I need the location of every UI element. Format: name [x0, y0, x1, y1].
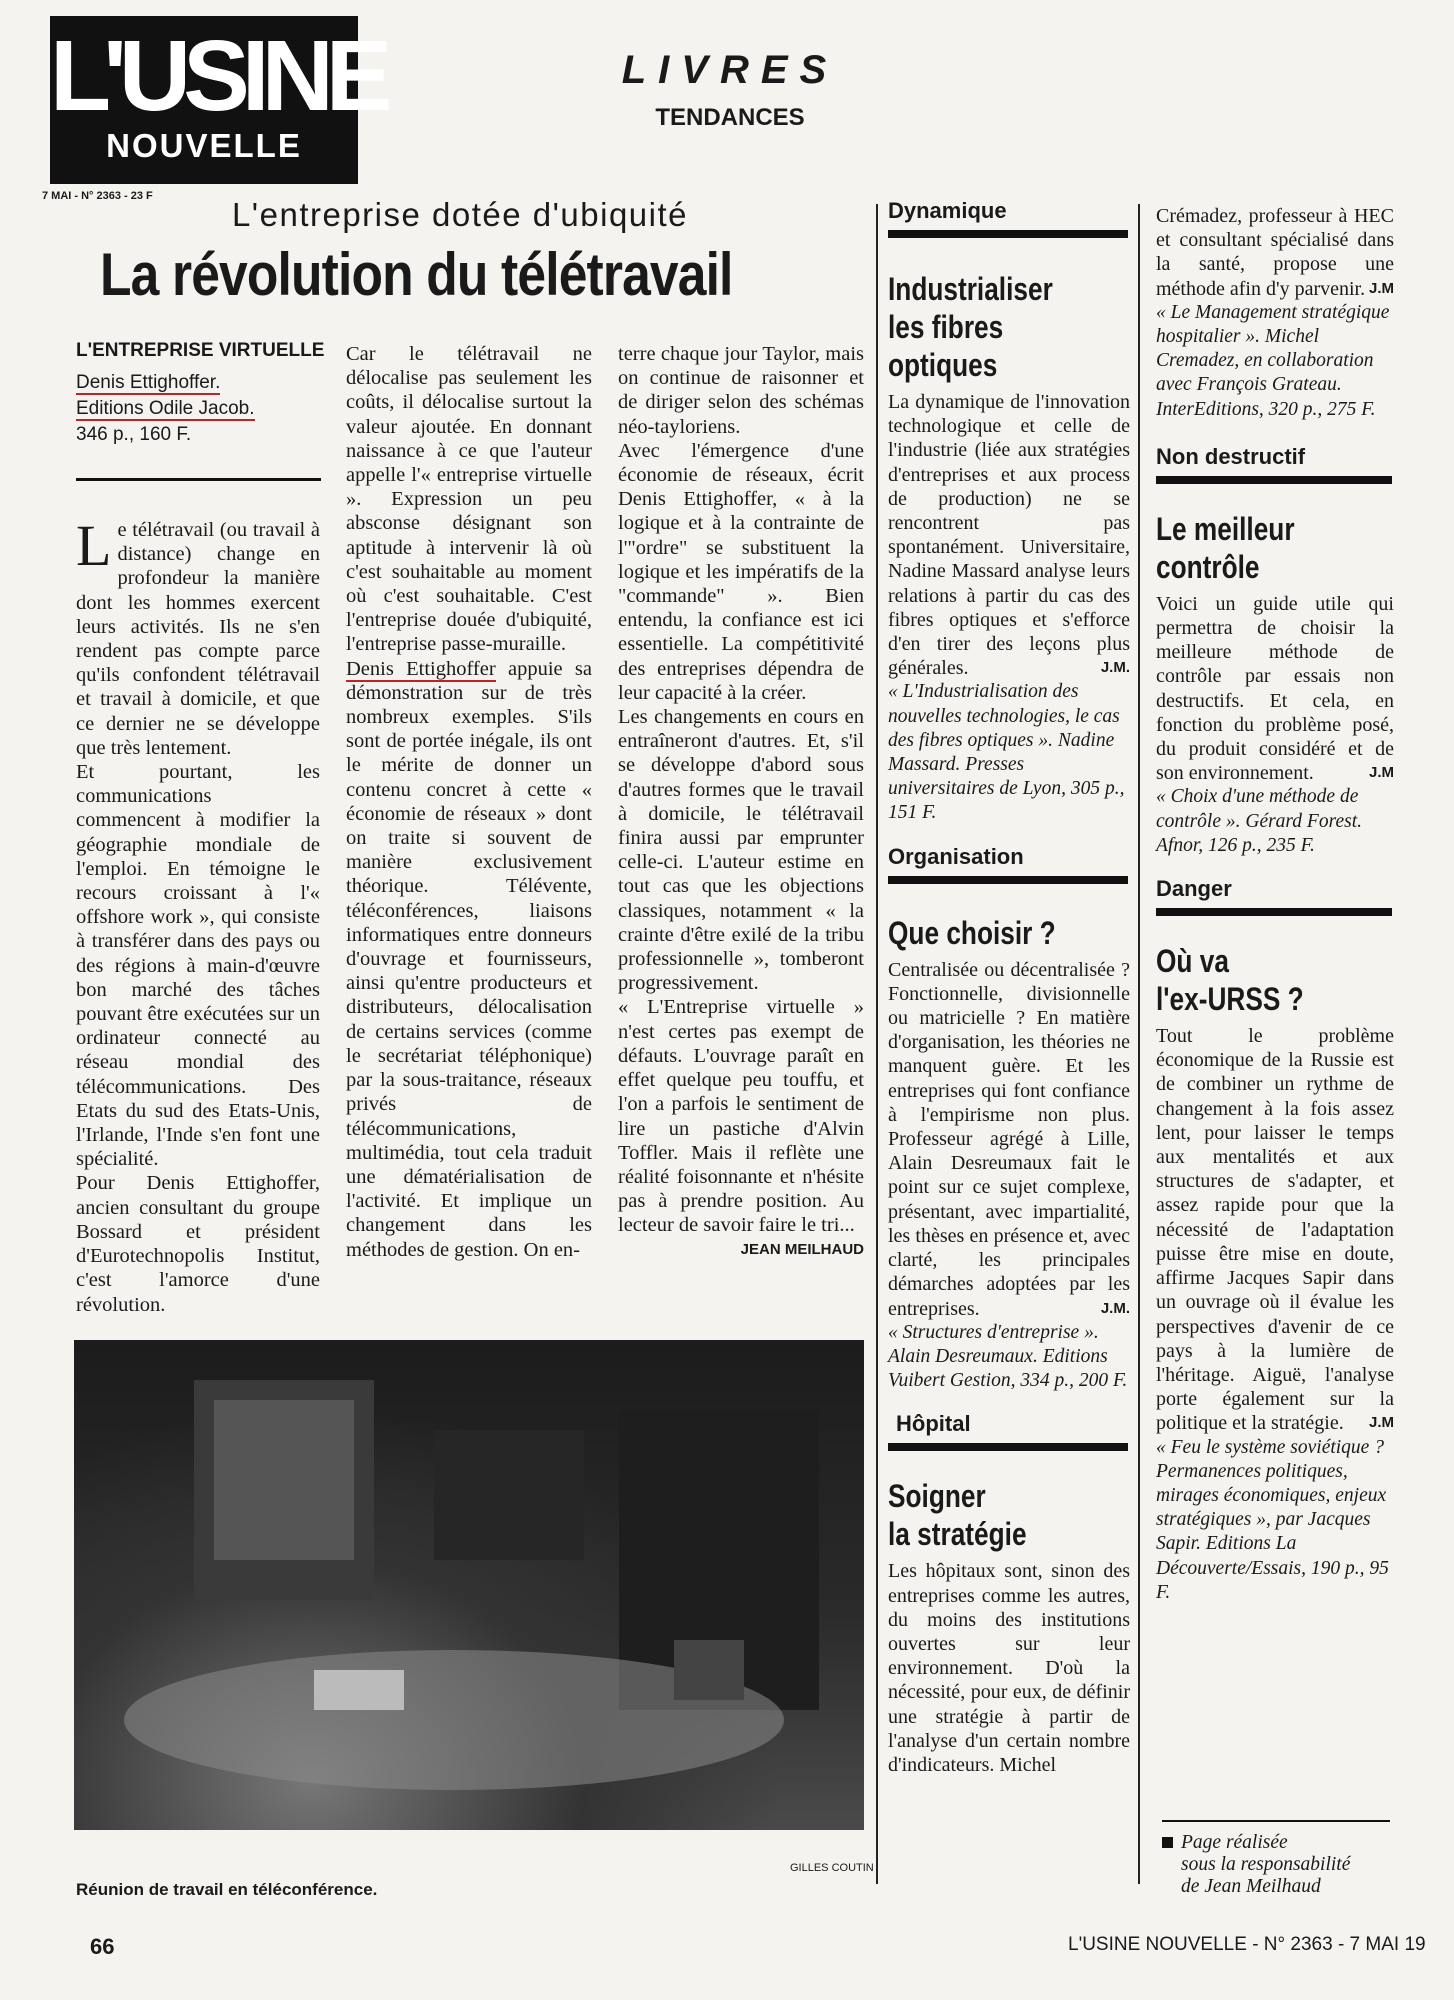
photo-screen [434, 1430, 584, 1560]
photo-caption: Réunion de travail en téléconférence. [76, 1880, 378, 1899]
side-title-line: Que choisir ? [888, 914, 1056, 951]
side-initials: J.M [1368, 279, 1394, 297]
masthead-logo [50, 16, 385, 184]
side-title-line: les fibres [888, 309, 1004, 345]
article-column-2 [346, 342, 592, 1262]
section-label: Dynamique [888, 198, 1007, 223]
note-line: Page réalisée [1181, 1832, 1288, 1853]
article-headline: La révolution du télétravail [100, 241, 733, 308]
sidebar-column-1 [888, 198, 1130, 1777]
col2-paragraph-1: Car le télétravail ne délocalise pas seulement les coûts, il délocalise surtout la valeur ajoutée. En donnant naissance à ce que l'auteur appelle l'« entreprise virtuelle ». Expression un peu absconse désignant son aptitude à intervenir là où c'est souhaitable au moment où c'est souhaitable. C'est l'entreprise douée d'ubiquité, l'entreprise passe-muraille. [346, 343, 592, 656]
page-number: 66 [90, 1934, 115, 1959]
section-label: Organisation [888, 843, 1024, 869]
logo-top-text: L'USINE [50, 20, 385, 132]
section-rule [1156, 908, 1392, 916]
photo-scene [74, 1340, 864, 1830]
col3-paragraph-4: « L'Entreprise virtuelle » n'est certes pas exempt de défauts. L'ouvrage paraît en effet quelque peu touffu, et l'on a parfois le sentiment de lire un pastiche d'Alvin Toffler. Mais il reflète une réalité foisonnante et n'hésite pas à prendre position. Au lecteur de savoir faire le tri... [618, 996, 864, 1237]
drop-cap: L [76, 513, 112, 578]
side-initials: J.M. [1100, 1299, 1130, 1317]
book-details: 346 p., 160 F. [76, 424, 192, 445]
side-reference: « Choix d'une méthode de contrôle ». Gérard Forest. Afnor, 126 p., 235 F. [1156, 786, 1362, 856]
book-divider [76, 478, 321, 481]
photo-device [314, 1670, 404, 1710]
book-info [76, 340, 326, 448]
sidebar-column-2 [1156, 204, 1394, 1605]
side-body: Voici un guide utile qui permettra de choisir la meilleure méthode de contrôle par essais non destructifs. Et cela, en fonction du problème posé, du produit considéré et de son environnement. [1156, 592, 1394, 785]
section-rule [1156, 476, 1392, 484]
footer-publication: L'USINE NOUVELLE - N° 2363 - 7 MAI 19 [1068, 1934, 1426, 1955]
side-body: Centralisée ou décentralisée ? Fonctionnelle, divisionnelle ou matricielle ? En matière d'organisation, les théories ne manquent guère. Et les entreprises qui font confiance à l'empirisme non plus. Professeur agrégé à Lille, Alain Desreumaux fait le point sur ce sujet complexe, présentant, avec impartialité, les thèses en présence et, avec clarté, les principales démarches adoptées par les entreprises. [888, 958, 1130, 1320]
sidebar-item-danger [1156, 876, 1394, 1605]
side-reference: « Feu le système soviétique ? Permanences politiques, mirages économiques, enjeux stratégiques », par Jacques Sapir. Editions La Découverte/Essais, 190 p., 95 F. [1156, 1436, 1389, 1603]
article-column-1 [76, 513, 320, 1317]
sidebar-item-non-destructif [1156, 444, 1394, 858]
article-signature: JEAN MEILHAUD [740, 1240, 864, 1258]
side-title-line: Le meilleur [1156, 510, 1295, 547]
section-rule [888, 1443, 1128, 1451]
section-rule [888, 876, 1128, 884]
side-title-line: contrôle [1156, 548, 1260, 585]
photo-box [674, 1640, 744, 1700]
logo-bottom-text: NOUVELLE [106, 127, 302, 164]
section-rule [888, 230, 1128, 238]
side-title-line: la stratégie [888, 1516, 1027, 1553]
responsibility-note [1162, 1820, 1392, 1898]
side-title-line: Où va [1156, 943, 1229, 980]
note-line: de Jean Meilhaud [1181, 1876, 1321, 1897]
side-reference: « Le Management stratégique hospitalier ». Michel Cremadez, en collaboration avec François Grateau. InterEditions, 320 p., 275 F. [1156, 301, 1390, 420]
side-title-line: Industrialiser [888, 271, 1053, 307]
section-label: Hôpital [896, 1411, 971, 1437]
rubric-subtitle: TENDANCES [655, 104, 805, 131]
article-photo [74, 1340, 864, 1830]
column-divider-2 [1138, 204, 1140, 1884]
col1-paragraph-1: e télétravail (ou travail à distance) change en profondeur la manière dont les hommes exercent leurs activités. Ils ne s'en rendent pas compte parce qu'ils confondent télétravail et travail à domicile, et que ce dernier ne se développe que très lentement. [76, 519, 320, 759]
side-title-line: l'ex-URSS ? [1156, 981, 1304, 1018]
side-body: Crémadez, professeur à HEC et consultant spécialisé dans la santé, propose une méthode afin d'y parvenir. [1156, 205, 1394, 300]
column-divider-1 [876, 204, 878, 1884]
article-column-3 [618, 342, 864, 1262]
col1-paragraph-3: Pour Denis Ettighoffer, ancien consultant du groupe Bossard et président d'Eurotechnopolis Institut, c'est l'amorce d'une révolution. [76, 1172, 320, 1316]
section-label: Non destructif [1156, 443, 1306, 469]
side-reference: « Structures d'entreprise ». Alain Desreumaux. Editions Vuibert Gestion, 334 p., 200 F. [888, 1321, 1128, 1392]
side-initials: J.M. [1100, 659, 1130, 677]
side-title-line: optiques [888, 347, 998, 383]
sidebar-item-organisation [888, 844, 1130, 1394]
note-square-icon [1162, 1837, 1173, 1848]
sidebar-item-dynamique [888, 198, 1130, 826]
book-title: L'ENTREPRISE VIRTUELLE [76, 340, 325, 361]
author-name-highlight: Denis Ettighoffer [346, 657, 496, 680]
book-author: Denis Ettighoffer. [76, 372, 221, 393]
side-body: Tout le problème économique de la Russie est de combiner un rythme de changement à la fois assez lent, pour laisser le temps aux mentalités et aux structures de s'adapter, et assez rapide pour que la nécessité de l'adaptation puisse être mise en doute, affirme Jacques Sapir dans un ouvrage où il évalue les perspectives d'avenir de ce pays à la lumière de l'héritage. Aiguë, l'analyse porte également sur la politique et la stratégie. [1156, 1025, 1394, 1435]
side-body: La dynamique de l'innovation technologique et celle de l'industrie (liée aux stratégies d'entreprises et aux process de production) ne se rencontrent pas spontanément. Universitaire, Nadine Massard analyse leurs relations à partir du cas des fibres optiques et s'efforce d'en tirer des leçons plus générales. [888, 391, 1130, 680]
book-publisher: Editions Odile Jacob. [76, 398, 255, 419]
note-line: sous la responsabilité [1181, 1854, 1351, 1875]
col1-paragraph-2: Et pourtant, les communications commencent à modifier la géographie mondiale de l'emploi. En témoigne le recours croissant à l'« offshore work », qui consiste à transférer dans des pays ou des régions à main-d'œuvre bon marché des tâches pouvant être exécutées sur un ordinateur connecté au réseau mondial des télécommunications. Des Etats du sud des Etats-Unis, l'Irlande, l'Inde s'en font une spécialité. [76, 761, 320, 1171]
note-rule [1162, 1820, 1390, 1822]
photo-credit: GILLES COUTIN [790, 1862, 874, 1874]
col3-paragraph-3: Les changements en cours en entraîneront d'autres. Et, s'il se développe d'abord sous d'autres formes que le travail à domicile, le télétravail finira aussi par emprunter celle-ci. L'auteur estime en tout cas que les objections classiques, notamment « la crainte d'être exilé de la tribu professionnelle », tomberont progressivement. [618, 706, 864, 995]
col3-paragraph-1: terre chaque jour Taylor, mais on continue de raisonner et de diriger selon des schémas néo-tayloriens. [618, 343, 864, 438]
side-initials: J.M [1368, 1414, 1394, 1432]
photo-window-glass [214, 1400, 354, 1560]
side-title-line: Soigner [888, 1478, 986, 1515]
side-body: Les hôpitaux sont, sinon des entreprises comme les autres, du moins des institutions ouvertes sur leur environnement. D'où la nécessité, pour eux, de définir une stratégie à partir de l'analyse d'un certain nombre d'indicateurs. Michel [888, 1560, 1130, 1776]
side-initials: J.M [1368, 764, 1394, 782]
side-reference: « L'Industrialisation des nouvelles technologies, le cas des fibres optiques ». Nadine Massard. Presses universitaires de Lyon, 305 p., 151 F. [888, 681, 1125, 824]
issue-line: 7 MAI - N° 2363 - 23 F [42, 190, 153, 202]
article-kicker: L'entreprise dotée d'ubiquité [231, 196, 689, 233]
col2-paragraph-2: appuie sa démonstration sur de très nombreux exemples. S'ils sont de portée inégale, ils ont le mérite de donner un contenu concret à cette « économie de réseaux » dont on traite si souvent de manière exclusivement théorique. Télévente, téléconférences, liaisons informatiques entre donneurs d'ouvrage et fournisseurs, ainsi qu'entre producteurs et distributeurs, délocalisation de certains services (comme le secrétariat téléphonique) par la sous-traitance, réseaux privés de télécommunications, multimédia, tout cela traduit une dématérialisation de l'activité. Et implique un changement dans les méthodes de gestion. On en- [346, 657, 592, 1261]
rubric-title: LIVRES [621, 48, 839, 92]
section-label: Danger [1156, 876, 1232, 902]
col3-paragraph-2: Avec l'émergence d'une économie de réseaux, écrit Denis Ettighoffer, « à la logique et à la contrainte de l'"ordre" se substituent la logique et les impératifs de la "commande" ». Bien entendu, la confiance est ici essentielle. La compétitivité des entreprises dépendra de leur capacité à la créer. [618, 439, 864, 704]
sidebar-item-hopital [888, 1411, 1130, 1777]
